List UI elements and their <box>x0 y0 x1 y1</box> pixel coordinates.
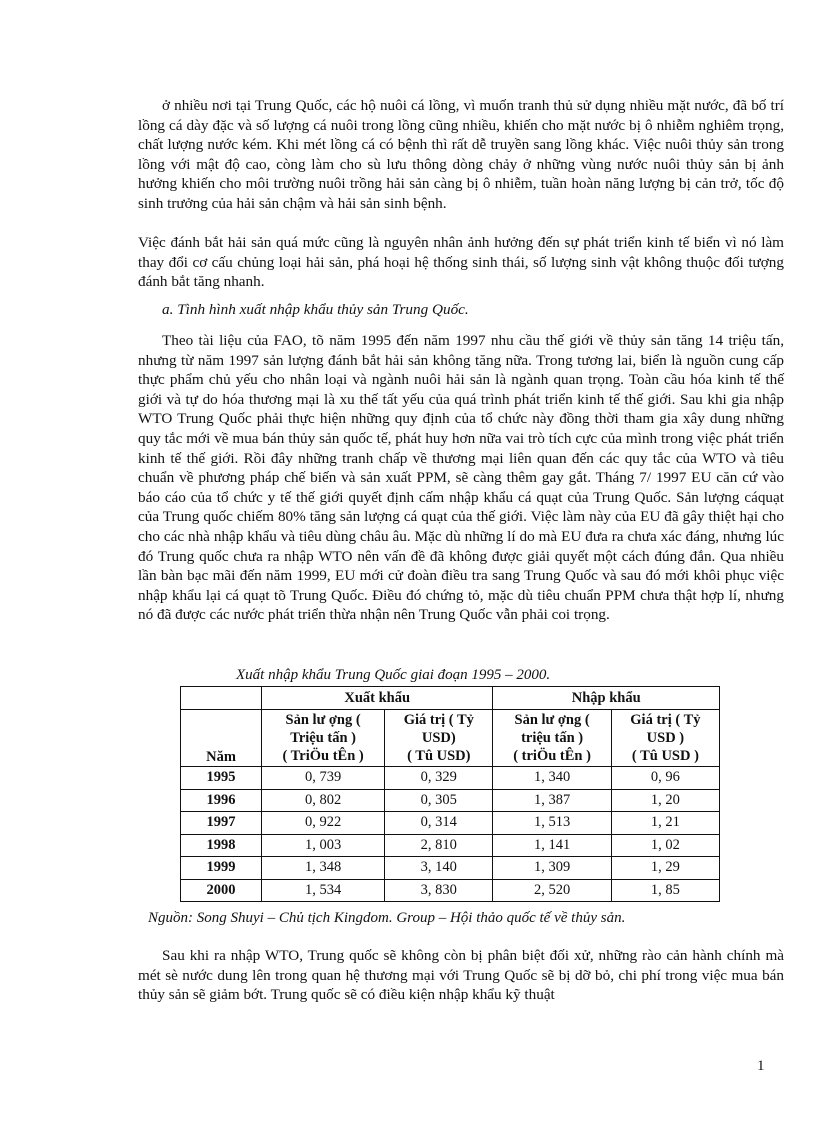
export-value-cell: 3, 140 <box>385 857 493 880</box>
export-value-cell: 3, 830 <box>385 879 493 902</box>
paragraph-overfishing: Việc đánh bắt hải sản quá mức cũng là nguyên nhân ảnh hưởng đến sự phát triển kinh tế biển vì nó làm thay đổi cơ cấu chủng loại hải sản, phá hoại hệ thống sinh thái, số lượng sinh vật không thuộc đối tượng đánh bắt tăng nhanh. <box>138 234 784 291</box>
import-volume-cell: 1, 387 <box>493 789 611 812</box>
import-group-header: Nhập khẩu <box>493 687 720 710</box>
table-row <box>181 879 720 902</box>
import-value-header <box>611 710 719 767</box>
export-volume-cell: 0, 739 <box>262 767 385 790</box>
export-volume-cell: 1, 348 <box>262 857 385 880</box>
import-value-cell: 1, 85 <box>611 879 719 902</box>
export-value-cell: 0, 329 <box>385 767 493 790</box>
export-value-cell: 2, 810 <box>385 834 493 857</box>
header-line: USD ) <box>646 730 685 746</box>
header-line: ( triÖu tÊn ) <box>513 748 591 764</box>
table-sub-header-row <box>181 710 720 767</box>
year-cell: 1997 <box>181 812 262 835</box>
header-line: triệu tấn ) <box>521 730 584 746</box>
header-line: Sản lư ợng ( <box>285 712 361 728</box>
export-volume-header <box>262 710 385 767</box>
table-row <box>181 767 720 790</box>
table-caption: Xuất nhập khẩu Trung Quốc giai đoạn 1995 – 2000. <box>236 667 551 683</box>
header-line: ( Tû USD ) <box>631 748 699 764</box>
table-row <box>181 812 720 835</box>
year-cell: 1996 <box>181 789 262 812</box>
year-cell: 1998 <box>181 834 262 857</box>
header-line: Giá trị ( Tỷ <box>403 712 474 728</box>
table-row <box>181 789 720 812</box>
import-value-cell: 0, 96 <box>611 767 719 790</box>
export-group-header: Xuất khẩu <box>262 687 493 710</box>
import-volume-cell: 1, 513 <box>493 812 611 835</box>
header-line: ( Tû USD) <box>407 748 471 764</box>
year-cell: 1995 <box>181 767 262 790</box>
year-header: Năm <box>181 710 262 767</box>
export-value-cell: 0, 314 <box>385 812 493 835</box>
paragraph-cage-farming: ở nhiều nơi tại Trung Quốc, các hộ nuôi cá lồng, vì muốn tranh thủ sử dụng nhiều mặt nước, đã bố trí lồng cá dày đặc và số lượng cá nuôi trong lồng cũng nhiều, khiến cho mặt nước bị ô nhiễm nghiêm trọng, chất lượng nước kém. Khi mét lồng cá có bệnh thì rất dễ truyền sang lồng khác. Việc nuôi thủy sản trong lồng với mật độ cao, còng làm cho sù lưu thông dòng chảy ở những vùng nước nuôi thủy sản bị ảnh hưởng khiến cho môi trường nuôi trồng hải sản càng bị ô nhiễm, tuần hoàn năng lượng bị cản trở, tốc độ sinh trưởng của hải sản chậm và hải sản sinh bệnh. <box>138 97 784 212</box>
paragraph-fao-trade: Theo tài liệu của FAO, tõ năm 1995 đến năm 1997 nhu cầu thế giới về thủy sản tăng 14 triệu tấn, nhưng từ năm 1997 sản lượng đánh bắt hải sản không tăng nữa. Trong tương lai, biển là nguồn cung cấp thực phẩm chủ yếu cho nhân loại và ngành nuôi hải sản là ngành quan trọng. Toàn cầu hóa kinh tế thế giới và tự do hóa thương mại là xu thế tất yếu của quá trình phát triển kinh tế thế giới. Sau khi gia nhập WTO Trung Quốc phải thực hiện những quy định của tổ chức này đồng thời tham gia xây dung những quy tắc mới về mua bán thủy sản quốc tế, phát huy hơn nữa vai trò tích cực của mình trong việc phát triển kinh tế thế giới. Rồi đây những tranh chấp về thương mại liên quan đến các quy tắc của WTO và tiêu chuẩn về phương pháp chế biến và sản xuất PPM, sẽ càng thêm gay gắt. Tháng 7/ 1997 EU căn cứ vào báo cáo của tổ chức y tế thế giới quyết định cấm nhập khẩu cá quạt của Trung Quốc. Sản lượng cáquạt của Trung quốc chiếm 80% tăng sản lượng cá quạt của thế giới. Việc làm này của EU đã gây thiệt hại cho cho các nhà nhập khẩu và tiêu dùng châu âu. Mặc dù những lí do mà EU đưa ra chưa xác đáng, nhưng lúc đó Trung quốc chưa ra nhập WTO nên vấn đề đã không được giải quyết một cách đúng đắn. Qua nhiều lần bàn bạc mãi đến năm 1999, EU mới cử đoàn điều tra sang Trung Quốc và sau đó mới khôi phục việc nhập khẩu lại cá quạt tõ Trung Quốc. Điều đó chứng tỏ, mặc dù tiêu chuẩn PPM chưa thật hợp lí, nhưng nó đã được các nước phát triển thừa nhận nên Trung Quốc vẫn phải coi trọng. <box>138 332 784 624</box>
import-export-table <box>180 686 720 902</box>
header-line: ( TriÖu tÊn ) <box>282 748 364 764</box>
import-volume-cell: 1, 309 <box>493 857 611 880</box>
export-volume-cell: 0, 922 <box>262 812 385 835</box>
import-value-cell: 1, 02 <box>611 834 719 857</box>
export-value-header <box>385 710 493 767</box>
header-line: Giá trị ( Tỷ <box>630 712 701 728</box>
table-row <box>181 857 720 880</box>
import-volume-cell: 1, 340 <box>493 767 611 790</box>
table-body <box>181 767 720 902</box>
import-value-cell: 1, 20 <box>611 789 719 812</box>
year-cell: 1999 <box>181 857 262 880</box>
import-volume-cell: 2, 520 <box>493 879 611 902</box>
import-volume-cell: 1, 141 <box>493 834 611 857</box>
header-line: USD) <box>421 730 456 746</box>
import-value-cell: 1, 21 <box>611 812 719 835</box>
table-source-note: Nguồn: Song Shuyi – Chủ tịch Kingdom. Group – Hội thảo quốc tế về thủy sản. <box>148 910 626 926</box>
section-heading: a. Tình hình xuất nhập khẩu thủy sản Trung Quốc. <box>162 301 469 318</box>
paragraph-wto-effects: Sau khi ra nhập WTO, Trung quốc sẽ không còn bị phân biệt đối xử, những rào cản hành chính mà mét sè nước dung lên trong quan hệ thương mại với Trung Quốc sẽ bị dỡ bỏ, chi phí trong việc mua bán thủy sản sẽ giảm bớt. Trung quốc sẽ có điều kiện nhập khẩu kỹ thuật <box>138 947 784 1004</box>
table-row <box>181 834 720 857</box>
export-volume-cell: 1, 003 <box>262 834 385 857</box>
page-number: 1 <box>757 1058 765 1074</box>
header-line: Triệu tấn ) <box>290 730 356 746</box>
year-cell: 2000 <box>181 879 262 902</box>
import-value-cell: 1, 29 <box>611 857 719 880</box>
export-volume-cell: 0, 802 <box>262 789 385 812</box>
table-group-header-row <box>181 687 720 710</box>
header-line: Sản lư ợng ( <box>514 712 590 728</box>
empty-header-cell <box>181 687 262 710</box>
import-volume-header <box>493 710 611 767</box>
export-volume-cell: 1, 534 <box>262 879 385 902</box>
export-value-cell: 0, 305 <box>385 789 493 812</box>
